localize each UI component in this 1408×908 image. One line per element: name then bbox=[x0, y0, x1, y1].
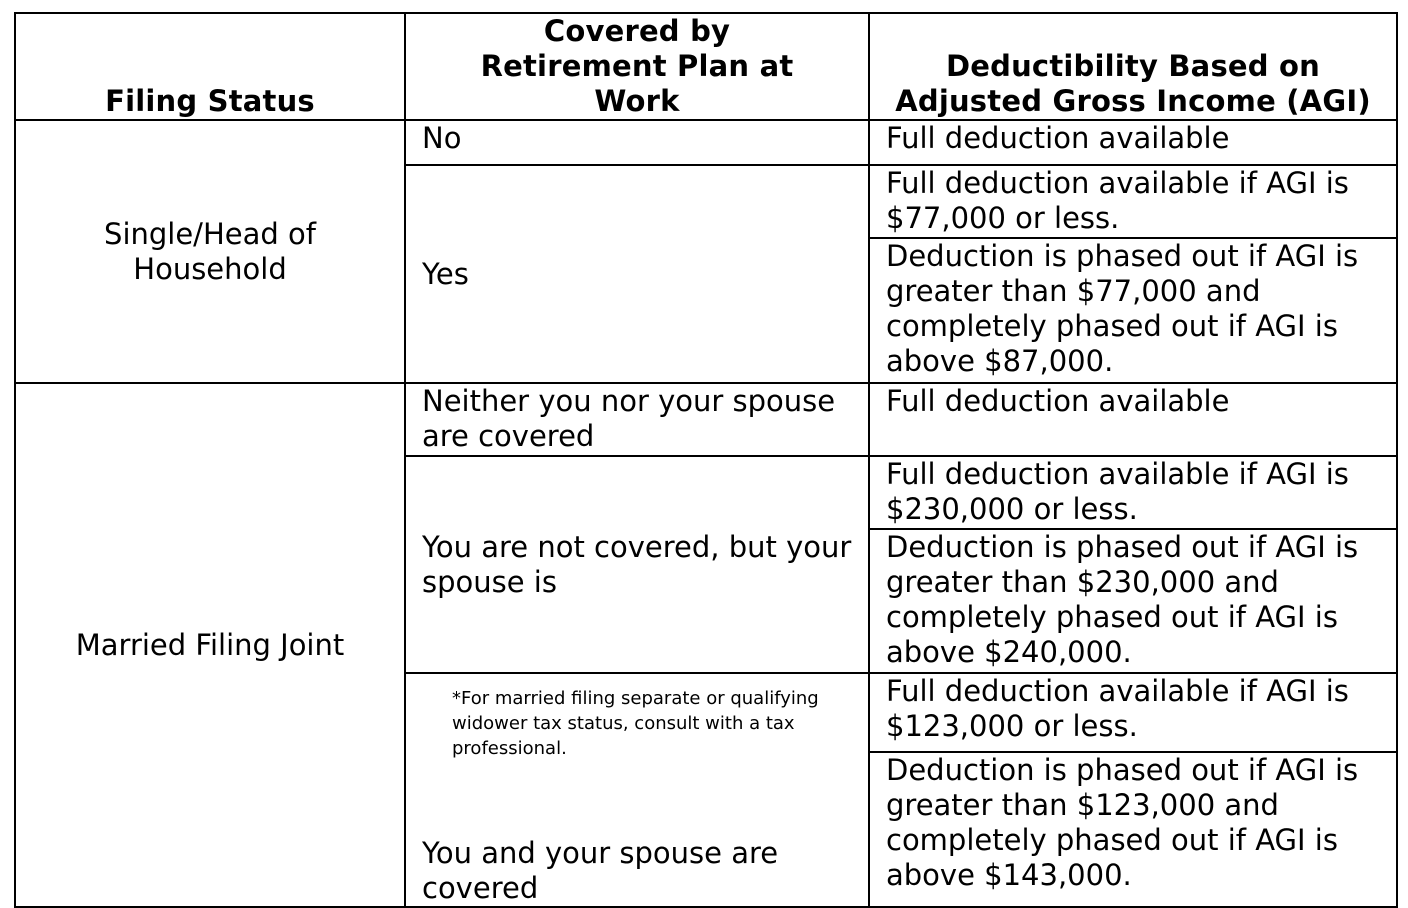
header-deductibility: Deductibility Based on Adjusted Gross Income (AGI) bbox=[869, 13, 1397, 120]
header-covered-by-plan: Covered by Retirement Plan at Work bbox=[405, 13, 869, 120]
deduction-single-yes-full: Full deduction available if AGI is $77,000 or less. bbox=[869, 165, 1397, 238]
ira-deductibility-table bbox=[14, 12, 1398, 908]
deduction-married-both-full: Full deduction available if AGI is $123,000 or less. bbox=[869, 673, 1397, 752]
deduction-single-yes-phase: Deduction is phased out if AGI is greater than $77,000 and completely phased out if AGI is above $87,000. bbox=[869, 238, 1397, 383]
covered-neither: Neither you nor your spouse are covered bbox=[405, 383, 869, 456]
deduction-married-spouse-full: Full deduction available if AGI is $230,000 or less. bbox=[869, 456, 1397, 529]
deduction-married-neither: Full deduction available bbox=[869, 383, 1397, 456]
ira-deductibility-table-container bbox=[14, 12, 1398, 908]
covered-both: You and your spouse are covered bbox=[422, 836, 779, 905]
header-row bbox=[15, 13, 1397, 120]
table-row bbox=[15, 120, 1397, 165]
deduction-married-spouse-phase: Deduction is phased out if AGI is greater than $230,000 and completely phased out if AGI is above $240,000. bbox=[869, 529, 1397, 673]
footnote-text: *For married filing separate or qualifying widower tax status, consult with a tax professional. bbox=[452, 688, 819, 759]
covered-yes: Yes bbox=[405, 165, 869, 383]
covered-both-cell bbox=[405, 673, 869, 907]
covered-no: No bbox=[405, 120, 869, 165]
table-row bbox=[15, 383, 1397, 456]
header-filing-status: Filing Status bbox=[15, 13, 405, 120]
filing-status-single: Single/Head of Household bbox=[15, 120, 405, 383]
covered-spouse-only: You are not covered, but your spouse is bbox=[405, 456, 869, 673]
deduction-married-both-phase: Deduction is phased out if AGI is greater than $123,000 and completely phased out if AGI is above $143,000. bbox=[869, 752, 1397, 907]
deduction-single-no: Full deduction available bbox=[869, 120, 1397, 165]
filing-status-married: Married Filing Joint bbox=[15, 383, 405, 907]
